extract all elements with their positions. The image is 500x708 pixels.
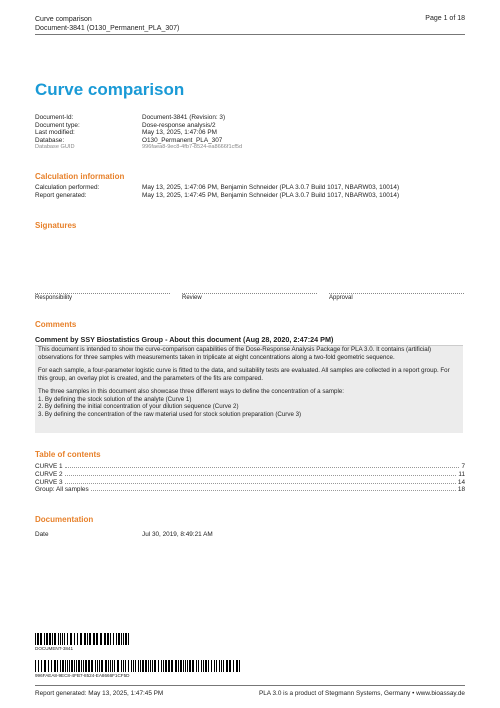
document-metadata <box>35 114 242 152</box>
meta-row: Database: O130_Permanent_PLA_307 <box>35 136 223 144</box>
comment-paragraph: For each sample, a four-parameter logistic curve is fitted to the data, and suitability tests are evaluated. All samples are collected in a report group. For this group, an overlay plot is created, and the parameters of the fits are compared. <box>38 367 450 382</box>
toc-item[interactable]: Group: All samples 18 <box>35 486 465 494</box>
calculation-heading: Calculation information <box>35 172 125 181</box>
comment-box <box>35 345 463 433</box>
toc-item[interactable]: CURVE 2 11 <box>35 470 465 478</box>
meta-row-guid: Database GUID 996faea8-9ec8-4fb7-8524-ea8666f1cf5d <box>35 144 243 151</box>
toc-heading: Table of contents <box>35 450 101 459</box>
comment-list-item: 3. By defining the concentration of the raw material used for stock solution preparation (Curve 3) <box>38 410 302 418</box>
meta-row: Last modified: May 13, 2025, 1:47:06 PM <box>35 129 217 137</box>
meta-row: Document type: Dose-response analysis/2 <box>35 121 216 129</box>
comment-list-item: 2. By defining the initial concentration of your dilution sequence (Curve 2) <box>38 403 239 410</box>
footer-divider <box>35 685 465 686</box>
signature-label-review: Review <box>182 295 202 301</box>
signatures-heading: Signatures <box>35 221 77 230</box>
header-title: Curve comparison <box>35 16 92 23</box>
comment-list <box>38 396 460 419</box>
barcode-label-guid: 996FAEA8-9EC8-4FB7-8524-EA8666F1CF5D <box>35 673 130 678</box>
header-document-line: Document-3841 (O130_Permanent_PLA_307) <box>35 25 180 32</box>
comment-list-item: 1. By defining the stock solution of the analyte (Curve 1) <box>38 395 192 403</box>
page-title: Curve comparison <box>35 80 185 99</box>
calc-row: Calculation performed: May 13, 2025, 1:47:06 PM, Benjamin Schneider (PLA 3.0.7 Build 1017, NBARW03, 10014) <box>35 184 400 191</box>
signature-line-approval <box>329 293 464 294</box>
page-footer <box>35 690 465 697</box>
comments-heading: Comments <box>35 320 77 329</box>
calc-row: Report generated: May 13, 2025, 1:47:45 PM, Benjamin Schneider (PLA 3.0.7 Build 1017, NBARW03, 10014) <box>35 191 400 199</box>
footer-report-generated: Report generated: May 13, 2025, 1:47:45 PM <box>35 690 164 697</box>
comment-subheading: Comment by SSY Biostatistics Group - About this document (Aug 28, 2020, 2:47:24 PM) <box>35 335 334 344</box>
signature-label-responsibility: Responsibility <box>35 295 73 301</box>
running-header <box>35 15 179 33</box>
signature-line-responsibility <box>35 293 170 294</box>
footer-product-info: PLA 3.0 is a product of Stegmann Systems, Germany • www.bioassay.de <box>258 690 465 697</box>
barcode-label-document: DOCUMENT-3841 <box>35 646 74 651</box>
page-number: Page 1 of 18 <box>425 15 465 22</box>
calculation-info <box>35 184 399 199</box>
table-of-contents <box>35 463 465 494</box>
signature-label-approval: Approval <box>329 295 353 301</box>
header-divider <box>35 34 465 35</box>
documentation-heading: Documentation <box>35 515 94 524</box>
toc-item[interactable]: CURVE 3 14 <box>35 478 465 486</box>
documentation-info: Date Jul 30, 2019, 8:49:21 AM <box>35 531 213 538</box>
signature-line-review <box>182 293 317 294</box>
document-barcode <box>35 633 130 645</box>
comment-paragraph: This document is intended to show the curve-comparison capabilities of the Dose-Response Analysis Package for PLA 3.0. It contains (artificial) observations for three samples with measurements taken in triplicate at eight concentrations along a two-fold geometric sequence. <box>38 346 432 361</box>
guid-barcode <box>35 660 243 672</box>
toc-item[interactable]: CURVE 1 7 <box>35 463 465 470</box>
meta-row: Document-Id: Document-3841 (Revision: 3) <box>35 114 226 121</box>
comment-paragraph: The three samples in this document also showcase three different ways to define the concentration of a sample: <box>38 388 344 395</box>
